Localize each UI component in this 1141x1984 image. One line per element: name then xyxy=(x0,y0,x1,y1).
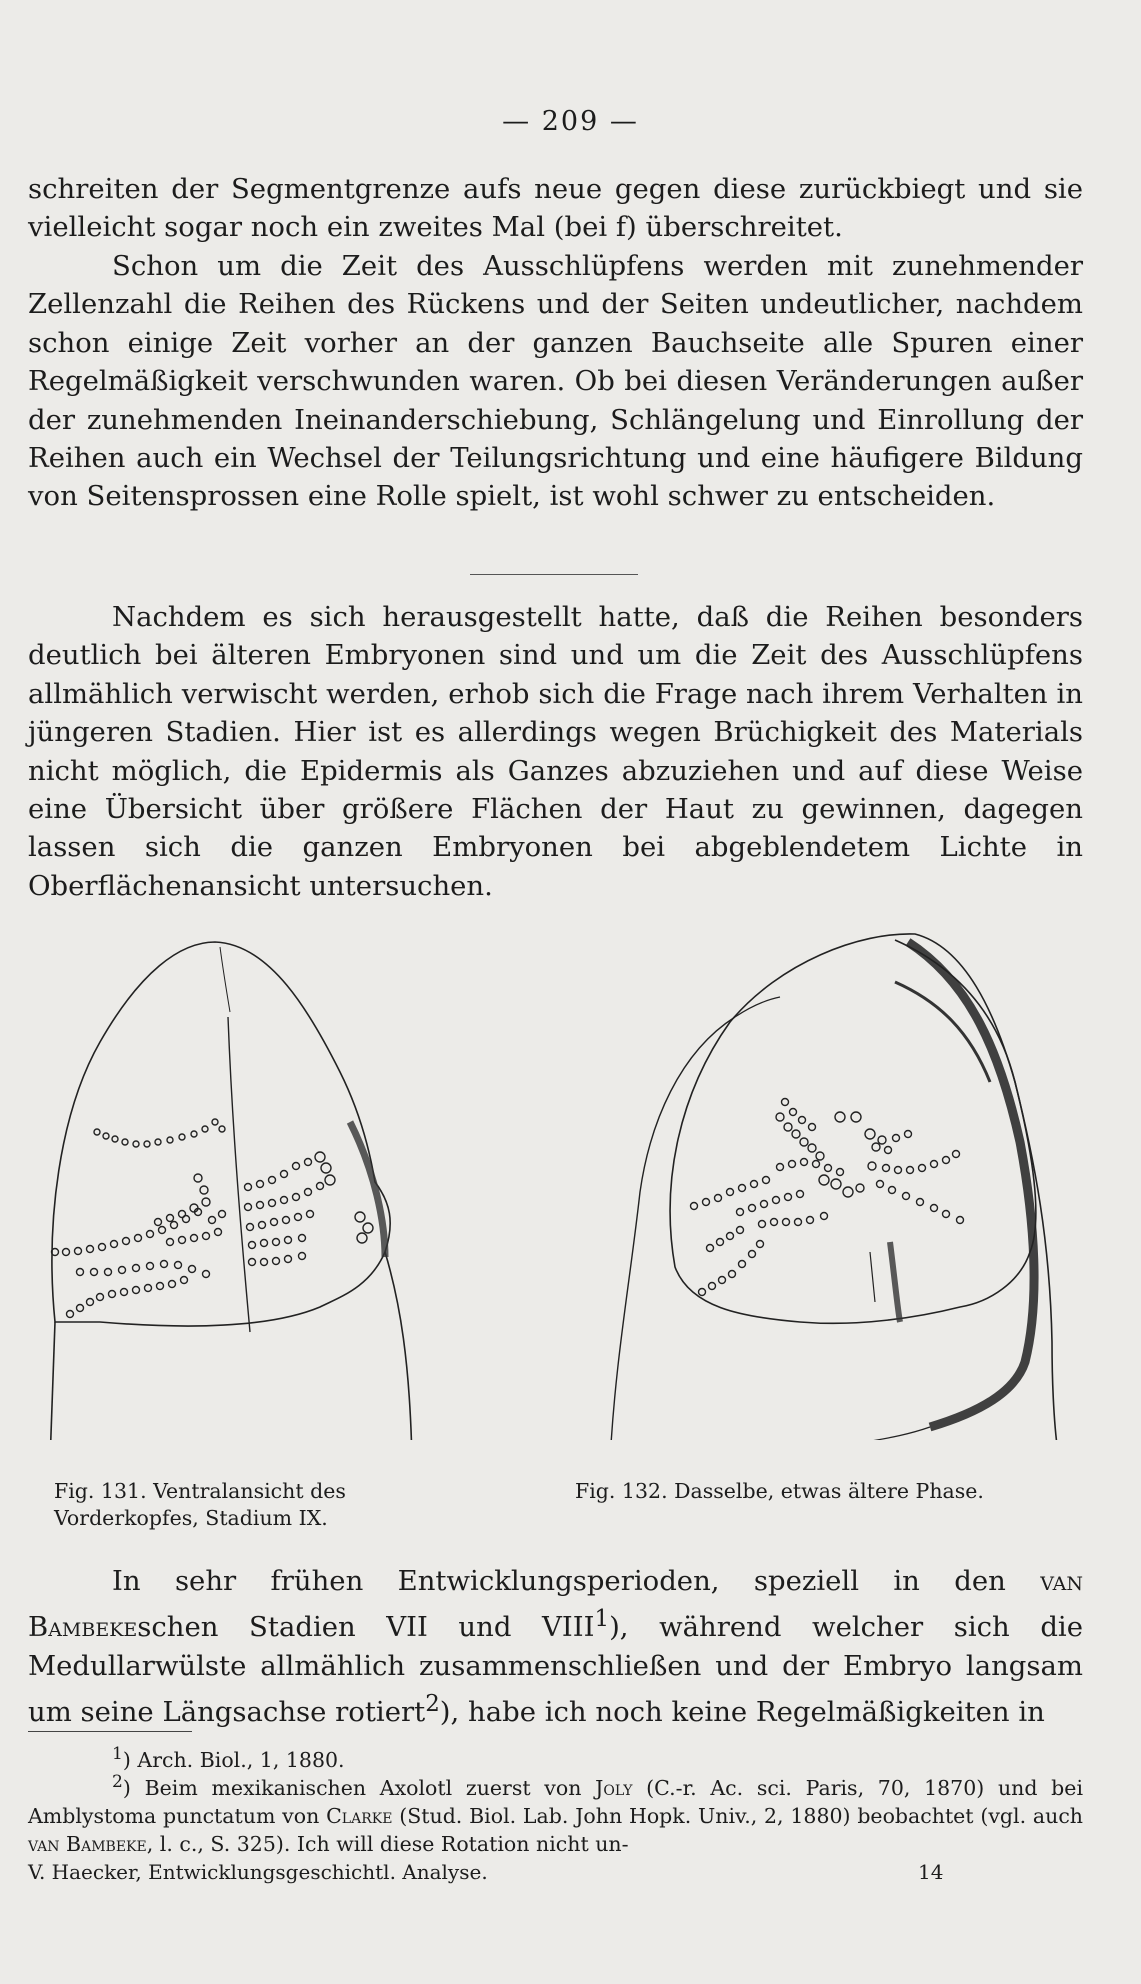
figure-area xyxy=(40,922,1100,1440)
footer-signature: V. Haecker, Entwicklungsgeschichtl. Analyse. xyxy=(28,1860,488,1884)
footnote-2-text-d: , l. c., S. 325). Ich will diese Rotation nicht un- xyxy=(146,1831,629,1856)
footnote-2 xyxy=(28,1768,1083,1858)
paragraph-4-text-d: ), habe ich noch keine Regelmäßigkeiten in xyxy=(439,1696,1045,1729)
footnote-ref-1: 1 xyxy=(594,1606,610,1633)
page-number: — 209 — xyxy=(502,106,639,137)
paragraph-4 xyxy=(28,1562,1083,1732)
figure-132-caption: Fig. 132. Dasselbe, etwas ältere Phase. xyxy=(575,1479,984,1503)
paragraph-4-author-name: van Bambeke xyxy=(28,1565,1083,1644)
paragraph-4-text-a: In sehr frühen Entwicklungsperioden, speziell in den xyxy=(112,1565,1041,1597)
paragraph-4-text-b: schen Stadien VII und VIII xyxy=(137,1611,595,1644)
paragraph-4-text-c: ), während welcher sich die Medullarwülste allmählich zusammenschließen und der Embryo langsam um seine Längsachse rotiert xyxy=(28,1611,1083,1729)
figure-131-cell-rows xyxy=(52,1119,374,1318)
footnote-rule xyxy=(28,1731,192,1732)
figure-131-caption-line-2: Vorderkopfes, Stadium IX. xyxy=(54,1506,328,1530)
footnote-1-mark: 1 xyxy=(112,1744,123,1764)
footnote-2-author-clarke: Clarke xyxy=(326,1803,393,1828)
embryo-figures xyxy=(40,922,1100,1440)
figure-131-caption xyxy=(54,1478,346,1532)
footnote-2-text-a: ) Beim mexikanischen Axolotl zuerst von xyxy=(122,1775,596,1800)
section-separator xyxy=(470,574,638,575)
footnote-2-text-b: (C.-r. Ac. sci. Paris, 70, 1870) und bei Amblystoma punctatum von xyxy=(28,1775,1083,1828)
paragraph-3: Nachdem es sich herausgestellt hatte, daß die Reihen besonders deutlich bei älteren Embryonen sind und um die Zeit des Ausschlüpfens allmählich verwischt werden, erhob sich die Frage nach ihrem Verhalten in jüngeren Stadien. Hier ist es allerdings wegen Brüchigkeit des Materials nicht möglich, die Epidermis als Ganzes abzuziehen und auf diese Weise eine Übersicht über größere Flächen der Haut zu gewinnen, dagegen lassen sich die ganzen Embryonen bei abgeblendetem Lichte in Oberflächenansicht untersuchen. xyxy=(28,601,1083,902)
paragraph-2: Schon um die Zeit des Ausschlüpfens werden mit zunehmender Zellenzahl die Reihen des Rückens und der Seiten undeutlicher, nachdem schon einige Zeit vorher an der ganzen Bauchseite alle Spuren einer Regelmäßigkeit verschwunden waren. Ob bei diesen Veränderungen außer der zunehmenden Ineinanderschiebung, Schlängelung und Einrollung der Reihen auch ein Wechsel der Teilungsrichtung und eine häufigere Bildung von Seitensprossen eine Rolle spielt, ist wohl schwer zu entscheiden. xyxy=(28,250,1083,513)
figure-131-drawing xyxy=(50,942,412,1440)
footnote-2-author-joly: Joly xyxy=(595,1775,633,1800)
figure-132-drawing xyxy=(610,934,1060,1440)
footnote-ref-2: 2 xyxy=(425,1691,440,1718)
footer-sheet-number: 14 xyxy=(918,1860,944,1884)
footnote-1-text: ) Arch. Biol., 1, 1880. xyxy=(122,1747,345,1772)
paragraph-1: schreiten der Segmentgrenze aufs neue gegen diese zurückbiegt und sie vielleicht sogar noch ein zweites Mal (bei f) überschreitet. xyxy=(28,173,1083,244)
page-footer xyxy=(28,1860,1083,1884)
footnote-2-text-c: (Stud. Biol. Lab. John Hopk. Univ., 2, 1880) beobachtet (vgl. auch xyxy=(392,1803,1084,1828)
figure-132-cell-rows xyxy=(691,1099,964,1296)
figure-131-caption-line-1: Fig. 131. Ventralansicht des xyxy=(54,1479,346,1503)
footnote-2-author-van-bambeke: van Bambeke xyxy=(28,1831,147,1856)
footnote-2-mark: 2 xyxy=(112,1772,123,1792)
